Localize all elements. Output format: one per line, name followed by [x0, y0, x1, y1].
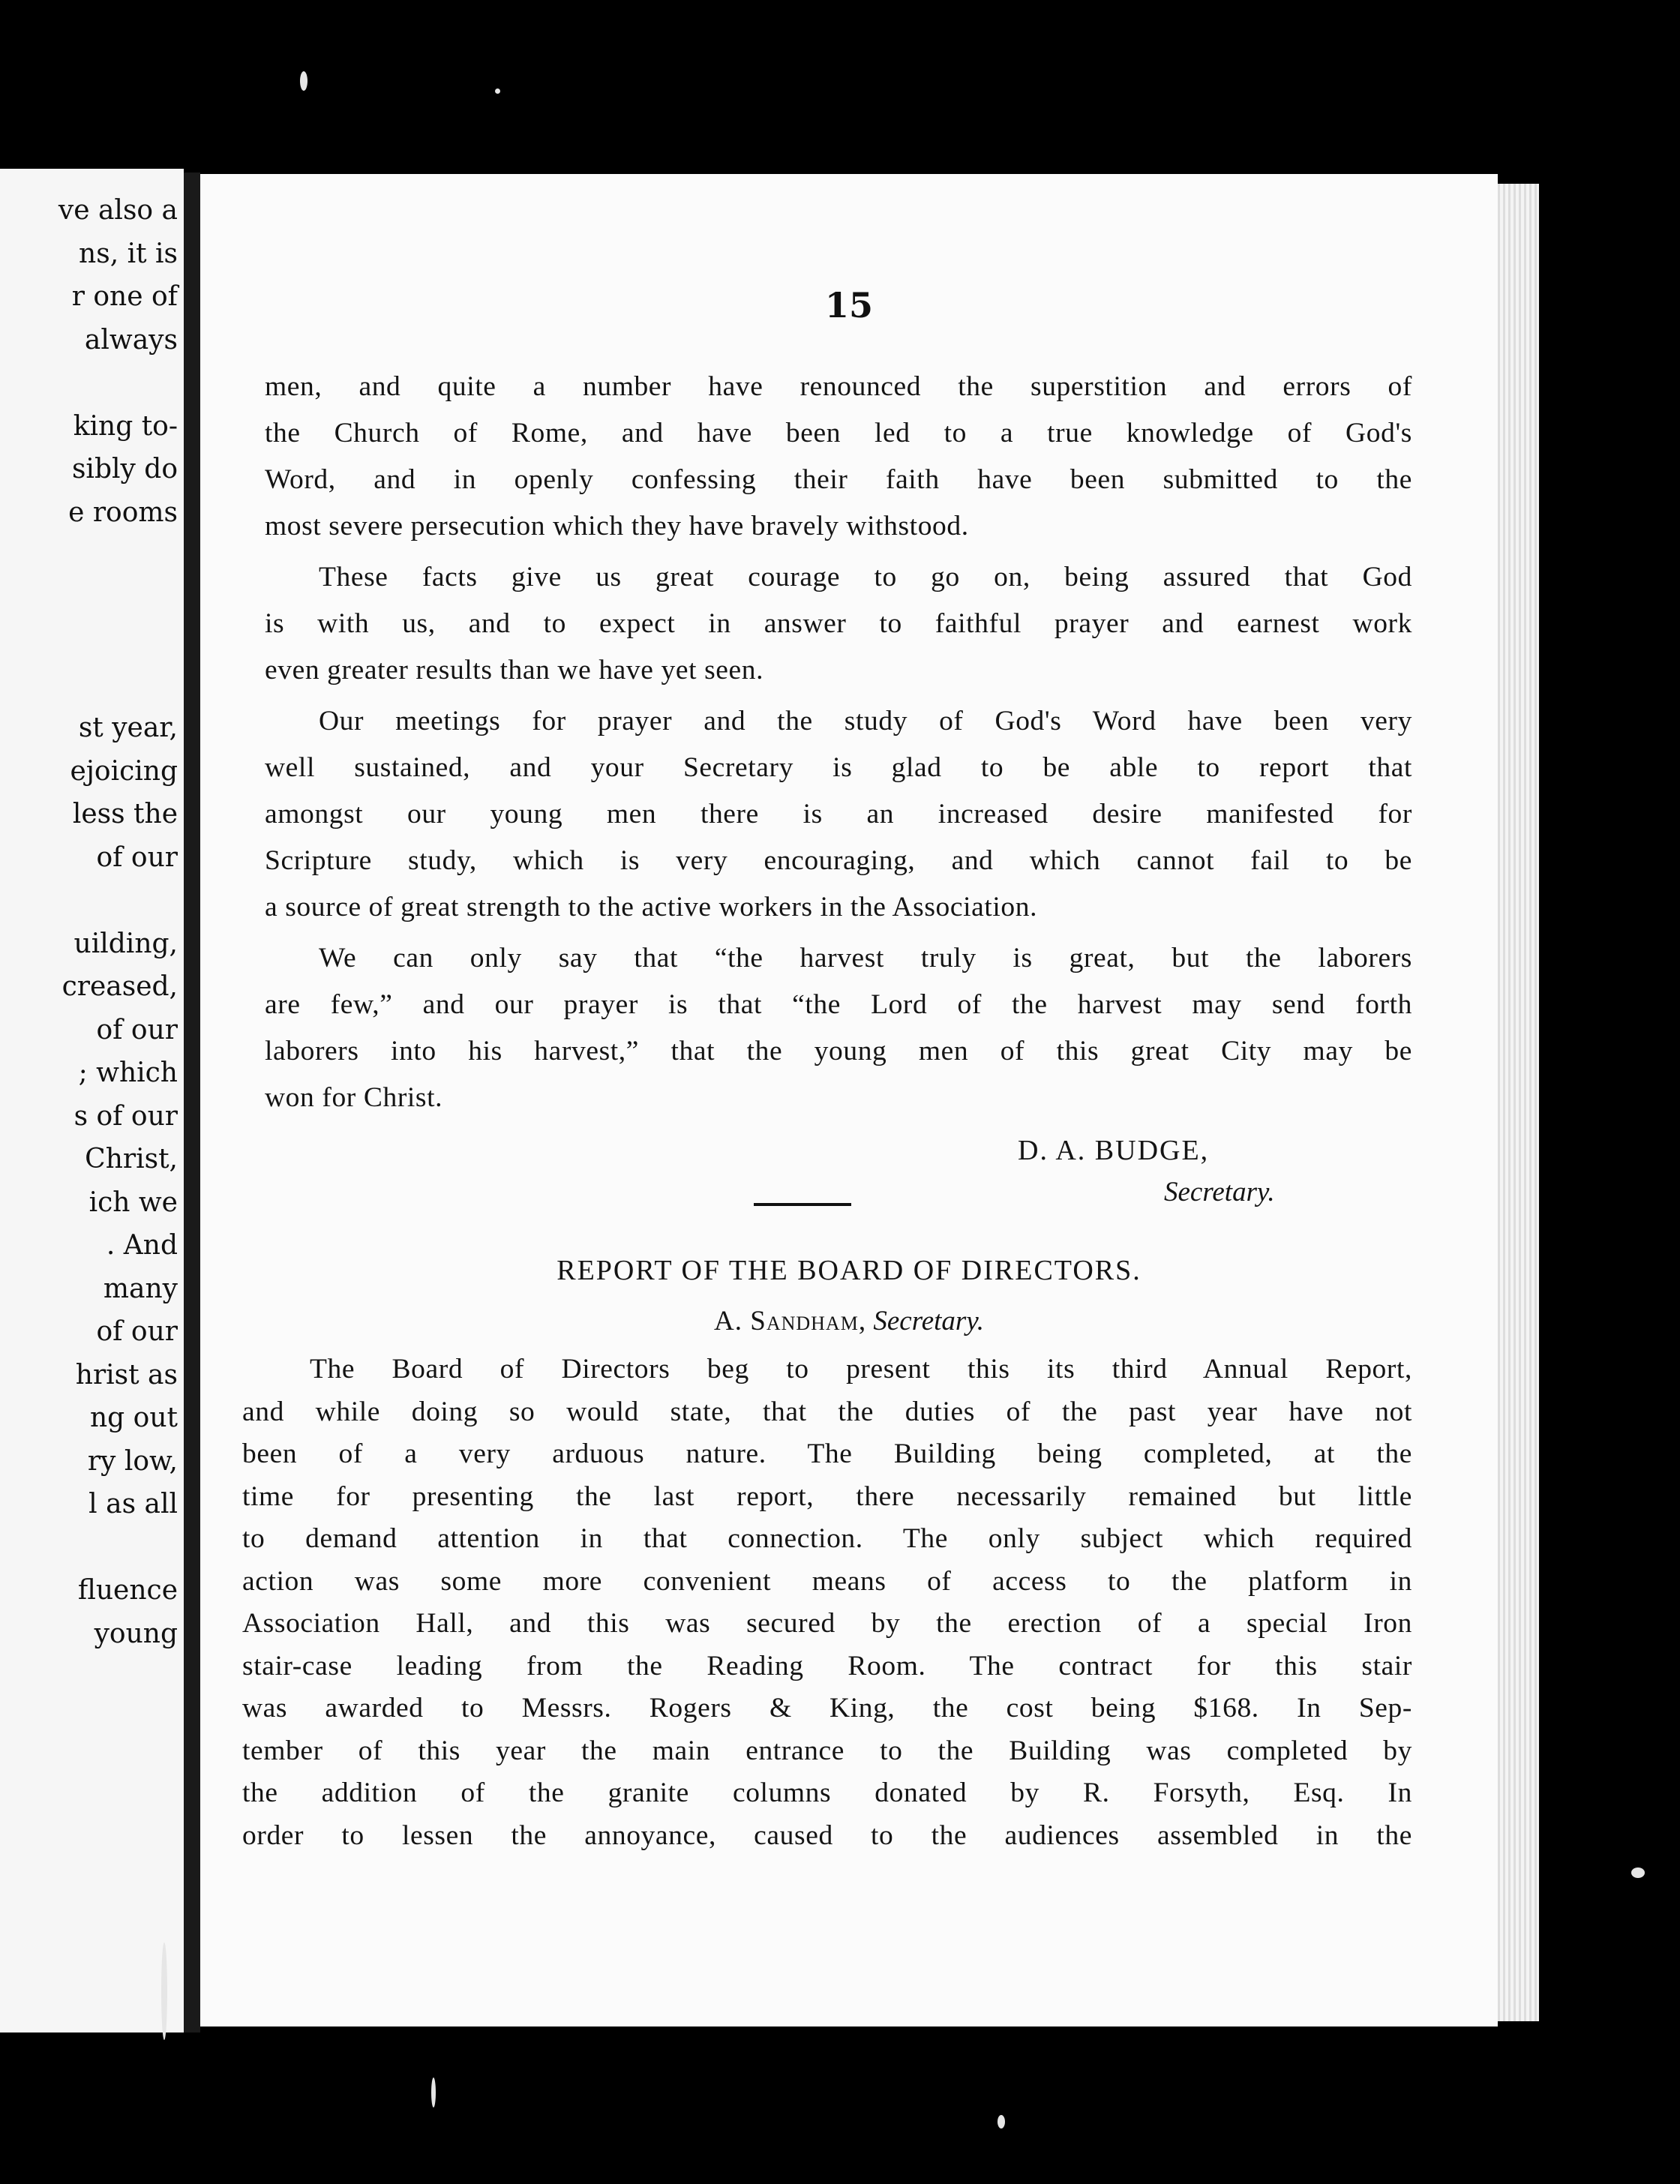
previous-page-fragment: s of our	[74, 1100, 178, 1132]
scan-speck	[495, 88, 500, 94]
text-line: are few,” and our prayer is that “the Lord of the harvest may send forth	[265, 989, 1412, 1020]
page-number: 15	[824, 285, 873, 326]
previous-page-fragment: ve also a	[58, 195, 178, 226]
previous-page-fragment: . And	[106, 1230, 178, 1261]
previous-page-fragment: ; which	[78, 1058, 178, 1088]
signature-name: D. A. BUDGE,	[1018, 1135, 1210, 1166]
previous-page-fragment: always	[84, 324, 178, 356]
previous-page-fragment: many	[103, 1273, 178, 1304]
previous-page-fragment: less the	[72, 799, 178, 830]
text-line: The Board of Directors beg to present this its third Annual Report,	[310, 1354, 1412, 1384]
text-line: a source of great strength to the active workers in the Association.	[265, 892, 1038, 922]
previous-page-fragment: creased,	[62, 971, 178, 1002]
text-line: stair-case leading from the Reading Room. The contract for this stair	[242, 1650, 1412, 1682]
previous-page-fragment: st year,	[78, 712, 178, 743]
text-line: well sustained, and your Secretary is glad to be able to report that	[265, 752, 1412, 783]
previous-page-fragment: ejoicing	[70, 755, 178, 787]
text-line: amongst our young men there is an increased desire manifested for	[265, 799, 1412, 830]
previous-page-fragment: of our	[96, 1316, 178, 1347]
document-page	[200, 174, 1498, 2026]
text-line: Association Hall, and this was secured by the erection of a special Iron	[242, 1608, 1412, 1639]
scan-speck	[161, 1942, 167, 2040]
text-line: We can only say that “the harvest truly is great, but the laborers	[319, 943, 1412, 974]
report-author	[200, 1305, 1498, 1337]
text-line: Scripture study, which is very encouraging, and which cannot fail to be	[265, 845, 1412, 876]
previous-page-fragment: ng out	[90, 1402, 178, 1433]
report-author-name: A. Sandham,	[714, 1306, 867, 1336]
previous-page-fragment: of our	[96, 1014, 178, 1046]
signature-title: Secretary.	[1164, 1177, 1275, 1208]
previous-page-fragment: young	[94, 1618, 178, 1649]
text-line: the addition of the granite columns donated by R. Forsyth, Esq. In	[242, 1778, 1412, 1808]
text-line: tember of this year the main entrance to the Building was completed by	[242, 1735, 1412, 1766]
scan-speck	[1631, 1868, 1645, 1878]
text-line: These facts give us great courage to go on, being assured that God	[319, 562, 1412, 592]
section-divider	[754, 1203, 851, 1206]
previous-page-fragment: e rooms	[68, 496, 178, 528]
text-line: most severe persecution which they have bravely withstood.	[265, 511, 969, 542]
text-line: was awarded to Messrs. Rogers & King, the cost being $168. In Sep-	[242, 1693, 1412, 1724]
text-line: action was some more convenient means of access to the platform in	[242, 1565, 1412, 1597]
text-line: order to lessen the annoyance, caused to the audiences assembled in the	[242, 1820, 1412, 1851]
previous-page-fragment: ich we	[88, 1186, 178, 1218]
book-gutter	[184, 172, 200, 2032]
previous-page-fragment: sibly do	[71, 454, 178, 484]
text-line: even greater results than we have yet seen.	[265, 655, 764, 686]
text-line: been of a very arduous nature. The Building being completed, at the	[242, 1438, 1412, 1469]
text-line: time for presenting the last report, there necessarily remained but little	[242, 1480, 1412, 1512]
text-line: men, and quite a number have renounced the superstition and errors of	[265, 371, 1412, 402]
text-line: to demand attention in that connection. The only subject which required	[242, 1523, 1412, 1554]
text-line: Our meetings for prayer and the study of God's Word have been very	[319, 706, 1412, 736]
report-heading: REPORT OF THE BOARD OF DIRECTORS.	[556, 1255, 1142, 1286]
previous-page-fragment: r one of	[71, 281, 178, 312]
text-line: won for Christ.	[265, 1082, 443, 1113]
previous-page-fragment: of our	[96, 842, 178, 873]
previous-page-fragment: ry low,	[87, 1445, 178, 1477]
scan-speck	[431, 2078, 436, 2108]
scan-speck	[300, 71, 308, 91]
previous-page-sliver	[0, 169, 184, 2032]
text-line: laborers into his harvest,” that the young men of this great City may be	[265, 1036, 1412, 1066]
text-line: is with us, and to expect in answer to faithful prayer and earnest work	[265, 608, 1412, 639]
previous-page-fragment: uilding,	[74, 928, 178, 959]
previous-page-fragment: Christ,	[85, 1144, 178, 1174]
previous-page-fragment: hrist as	[75, 1359, 178, 1390]
text-line: and while doing so would state, that the duties of the past year have not	[242, 1396, 1412, 1427]
text-line: the Church of Rome, and have been led to a true knowledge of God's	[265, 418, 1412, 448]
page-edge-stack	[1498, 184, 1539, 2021]
previous-page-fragment: fluence	[77, 1575, 178, 1606]
previous-page-fragment: ns, it is	[79, 238, 178, 269]
text-line: Word, and in openly confessing their faith have been submitted to the	[265, 464, 1412, 495]
previous-page-fragment: l as all	[88, 1489, 178, 1520]
scan-speck	[998, 2115, 1005, 2128]
report-author-title: Secretary.	[873, 1306, 984, 1336]
previous-page-fragment: king to-	[73, 410, 178, 442]
